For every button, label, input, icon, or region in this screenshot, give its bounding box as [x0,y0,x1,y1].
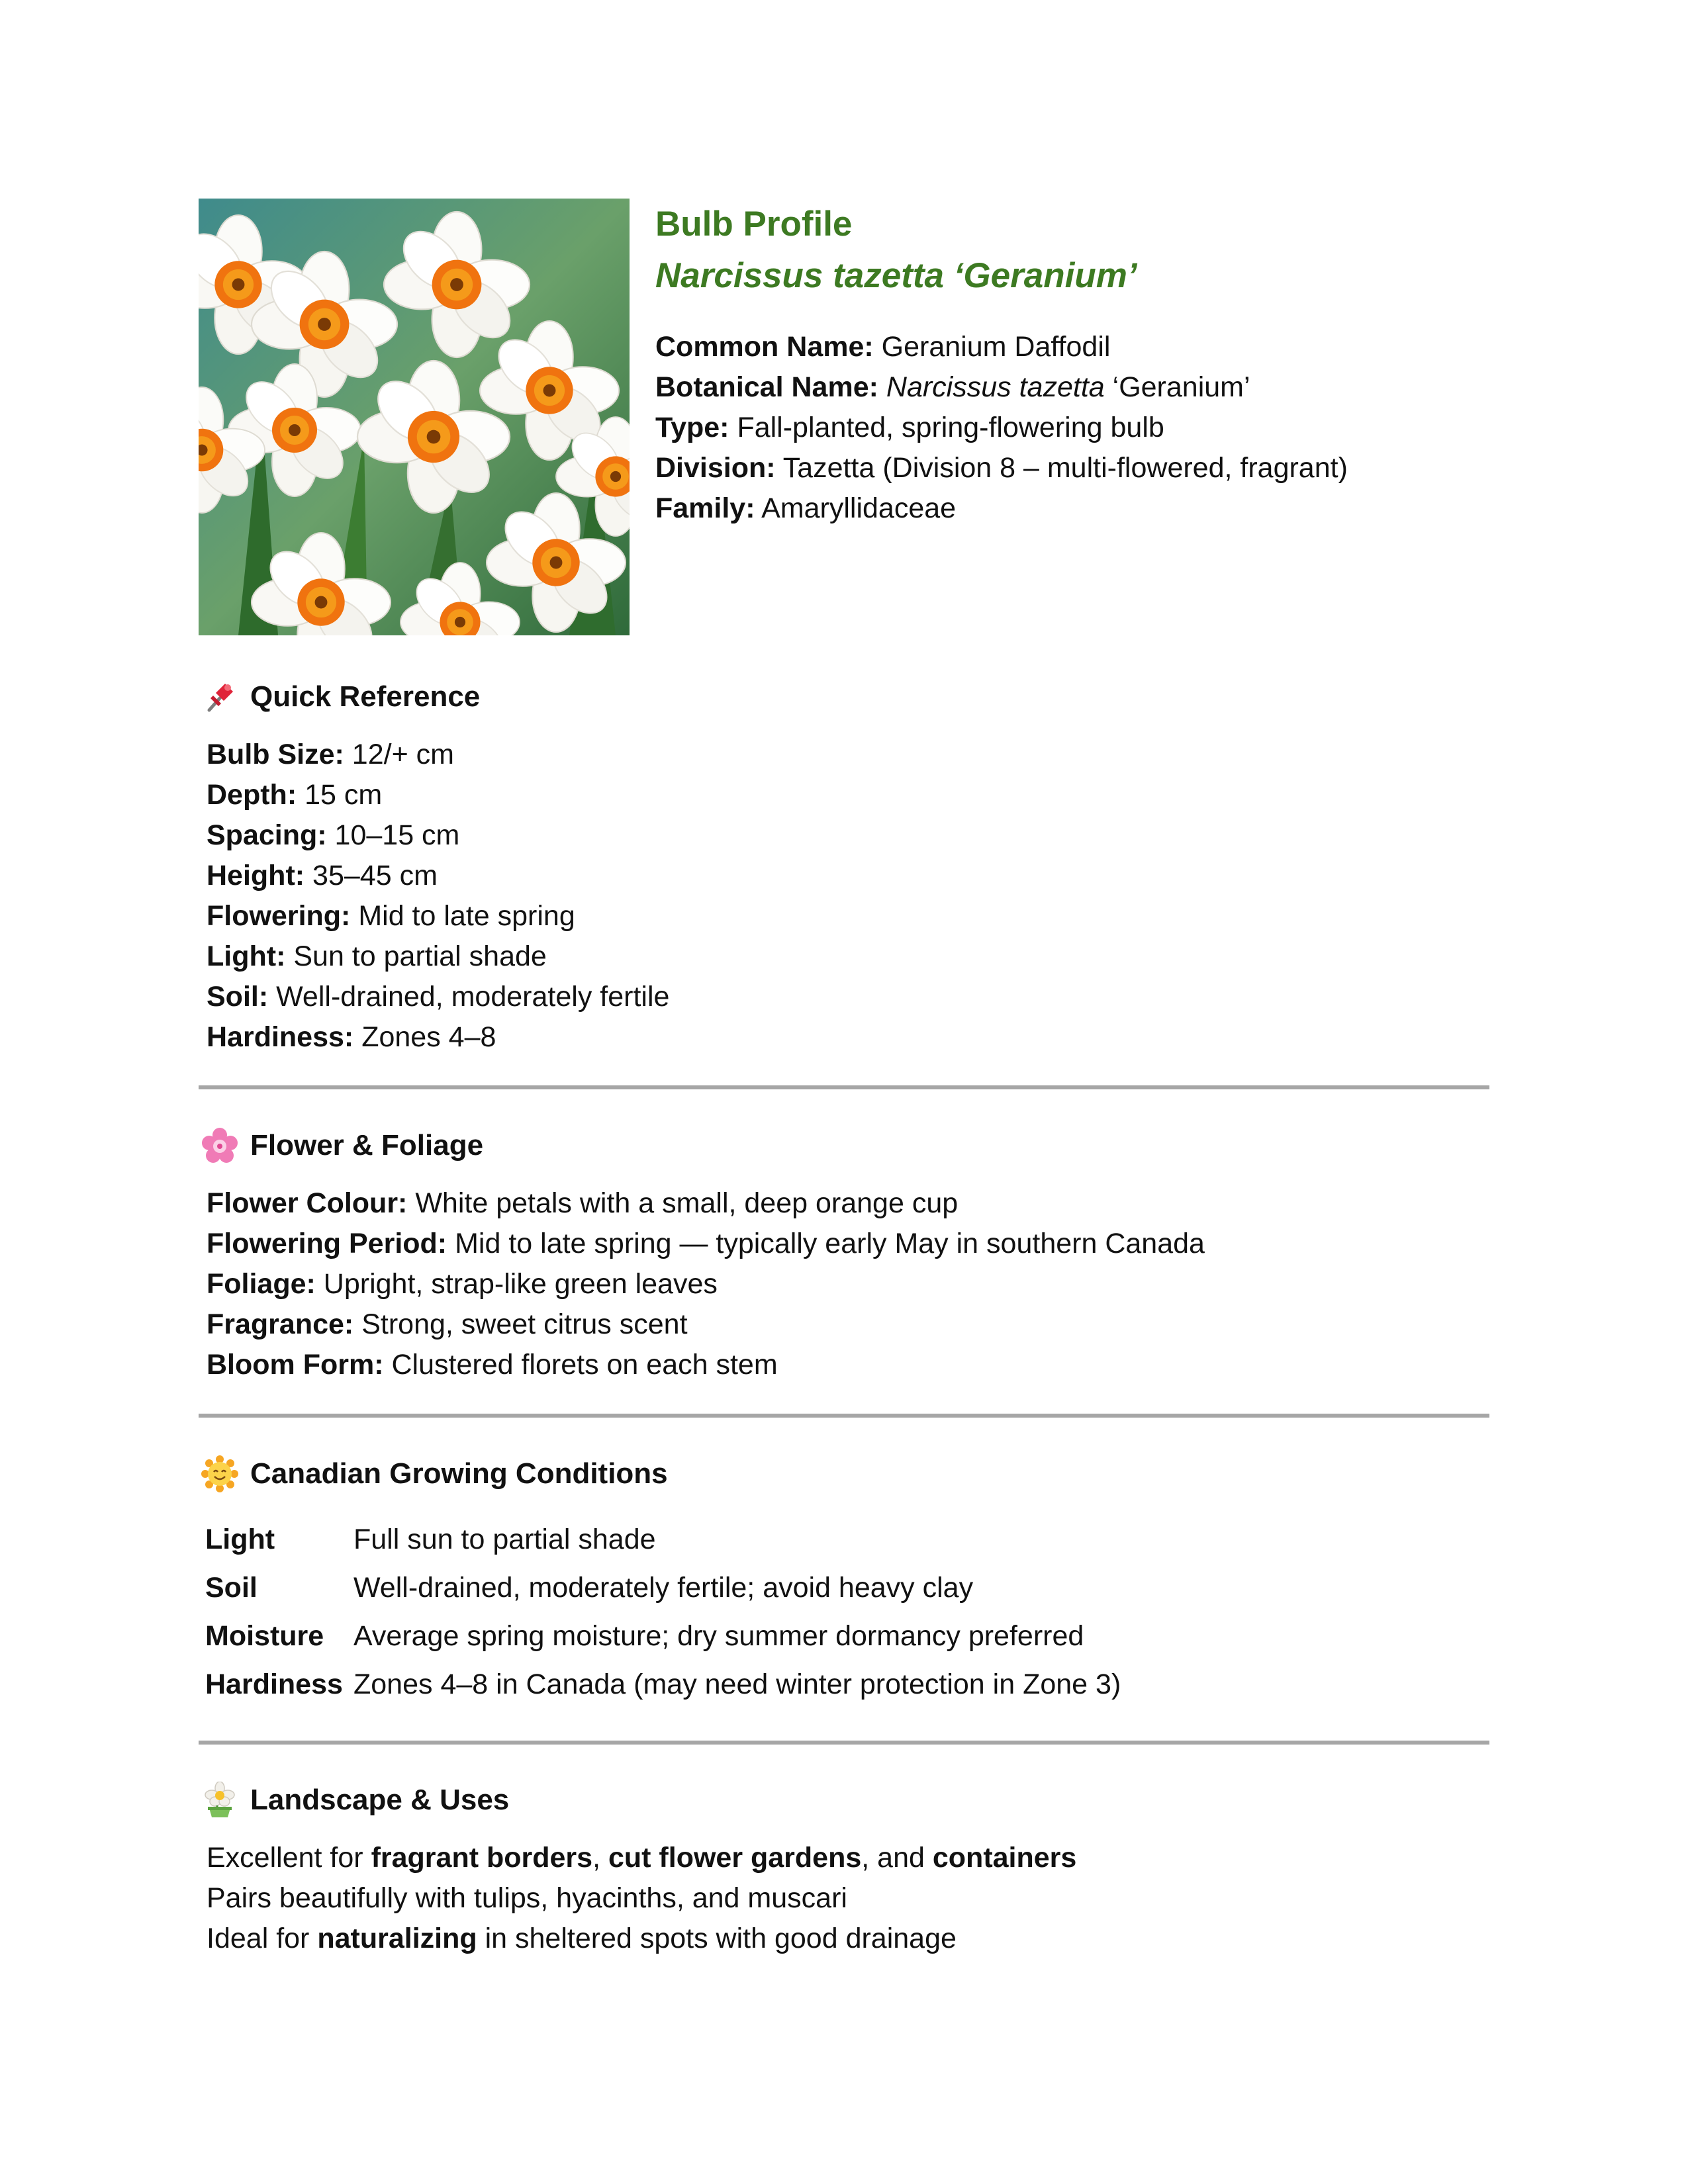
list-item [207,896,1489,936]
landscape-list [199,1838,1489,1959]
item-value: Strong, sweet citrus scent [361,1308,688,1340]
section-divider [199,1741,1489,1745]
item-label: Flowering: [207,900,351,932]
list-item [207,1345,1489,1385]
text-segment: Excellent for [207,1842,371,1874]
table-row [205,1661,1489,1709]
list-item: Pairs beautifully with tulips, hyacinths, and muscari [207,1882,847,1914]
emphasis: fragrant borders [371,1842,593,1874]
text-segment: in sheltered spots with good drainage [477,1923,957,1954]
quick-reference-section [199,674,1489,1058]
field-value: Fall-planted, spring-flowering bulb [737,412,1164,443]
item-label: Bulb Size: [207,739,344,770]
growing-conditions-section [199,1451,1489,1709]
text-segment: , [592,1842,608,1874]
field-family [655,488,1489,529]
item-label: Foliage: [207,1268,316,1300]
item-value: Clustered florets on each stem [391,1349,778,1381]
field-value: Tazetta (Division 8 – multi-flowered, fragrant) [782,452,1348,484]
text-segment: Ideal for [207,1923,318,1954]
field-common-name [655,327,1489,367]
field-label: Common Name: [655,331,874,363]
item-value: Zones 4–8 [361,1021,496,1053]
cherry-blossom-icon [201,1127,238,1164]
section-divider [199,1414,1489,1418]
item-value: Mid to late spring — typically early May in southern Canada [455,1228,1205,1259]
section-title: Flower & Foliage [250,1129,484,1161]
profile-fields [655,327,1489,529]
section-heading [199,1777,1489,1823]
item-value: 15 cm [305,779,383,811]
section-title: Canadian Growing Conditions [250,1457,668,1490]
daffodil-photo [199,199,630,635]
list-item [207,936,1489,977]
item-label: Spacing: [207,819,327,851]
row-value: Zones 4–8 in Canada (may need winter protection in Zone 3) [353,1668,1121,1700]
row-key: Hardiness [205,1668,343,1700]
pushpin-icon [201,678,238,715]
field-value: Amaryllidaceae [761,492,957,524]
field-label: Type: [655,412,729,443]
table-row [205,1612,1489,1661]
item-label: Height: [207,860,305,891]
list-item [207,815,1489,856]
list-item [207,1919,1489,1959]
item-label: Hardiness: [207,1021,354,1053]
field-value: ‘Geranium’ [1112,371,1250,403]
row-value: Average spring moisture; dry summer dormancy preferred [353,1620,1084,1652]
field-type [655,408,1489,448]
field-value-italic: Narcissus tazetta [886,371,1105,403]
item-value: 35–45 cm [312,860,438,891]
flower-foliage-list [199,1183,1489,1385]
text-segment: , and [861,1842,933,1874]
item-label: Flower Colour: [207,1187,408,1219]
flower-foliage-section [199,1122,1489,1385]
emphasis: naturalizing [317,1923,477,1954]
row-value: Well-drained, moderately fertile; avoid heavy clay [353,1572,974,1604]
field-value: Geranium Daffodil [881,331,1111,363]
field-label: Family: [655,492,755,524]
row-key: Light [205,1524,275,1555]
emphasis: cut flower gardens [608,1842,862,1874]
potted-flower-icon [201,1782,238,1819]
table-row [205,1516,1489,1564]
list-item [207,1838,1489,1878]
section-title: Landscape & Uses [250,1784,510,1816]
profile-header [655,199,1489,529]
section-heading [199,1451,1489,1497]
item-value: 10–15 cm [334,819,460,851]
list-item [207,1017,1489,1058]
field-division [655,448,1489,488]
item-label: Depth: [207,779,297,811]
landscape-section [199,1777,1489,1959]
item-label: Soil: [207,981,269,1013]
conditions-table [199,1516,1489,1709]
item-value: White petals with a small, deep orange cup [415,1187,959,1219]
field-botanical-name [655,367,1489,408]
item-value: Upright, strap-like green leaves [323,1268,718,1300]
item-label: Fragrance: [207,1308,354,1340]
section-heading [199,1122,1489,1169]
list-item [207,1304,1489,1345]
item-value: Well-drained, moderately fertile [276,981,670,1013]
list-item [207,1224,1489,1264]
page-title: Bulb Profile [655,205,853,244]
list-item [207,775,1489,815]
row-value: Full sun to partial shade [353,1524,656,1555]
table-row [205,1564,1489,1612]
emphasis: containers [932,1842,1077,1874]
section-title: Quick Reference [250,680,481,713]
item-label: Light: [207,940,286,972]
page-subtitle: Narcissus tazetta ‘Geranium’ [655,256,1137,295]
list-item [207,1264,1489,1304]
item-value: Mid to late spring [358,900,575,932]
section-divider [199,1085,1489,1089]
field-label: Botanical Name: [655,371,878,403]
row-key: Soil [205,1572,258,1604]
quick-reference-list [199,735,1489,1058]
daffodil-photo-illustration [199,199,630,635]
item-value: 12/+ cm [352,739,454,770]
item-value: Sun to partial shade [293,940,547,972]
row-key: Moisture [205,1620,324,1652]
section-heading [199,674,1489,720]
field-label: Division: [655,452,776,484]
item-label: Bloom Form: [207,1349,384,1381]
list-item [207,735,1489,775]
list-item [207,1183,1489,1224]
smiling-sun-icon [201,1455,238,1492]
item-label: Flowering Period: [207,1228,447,1259]
list-item [207,856,1489,896]
list-item [207,977,1489,1017]
